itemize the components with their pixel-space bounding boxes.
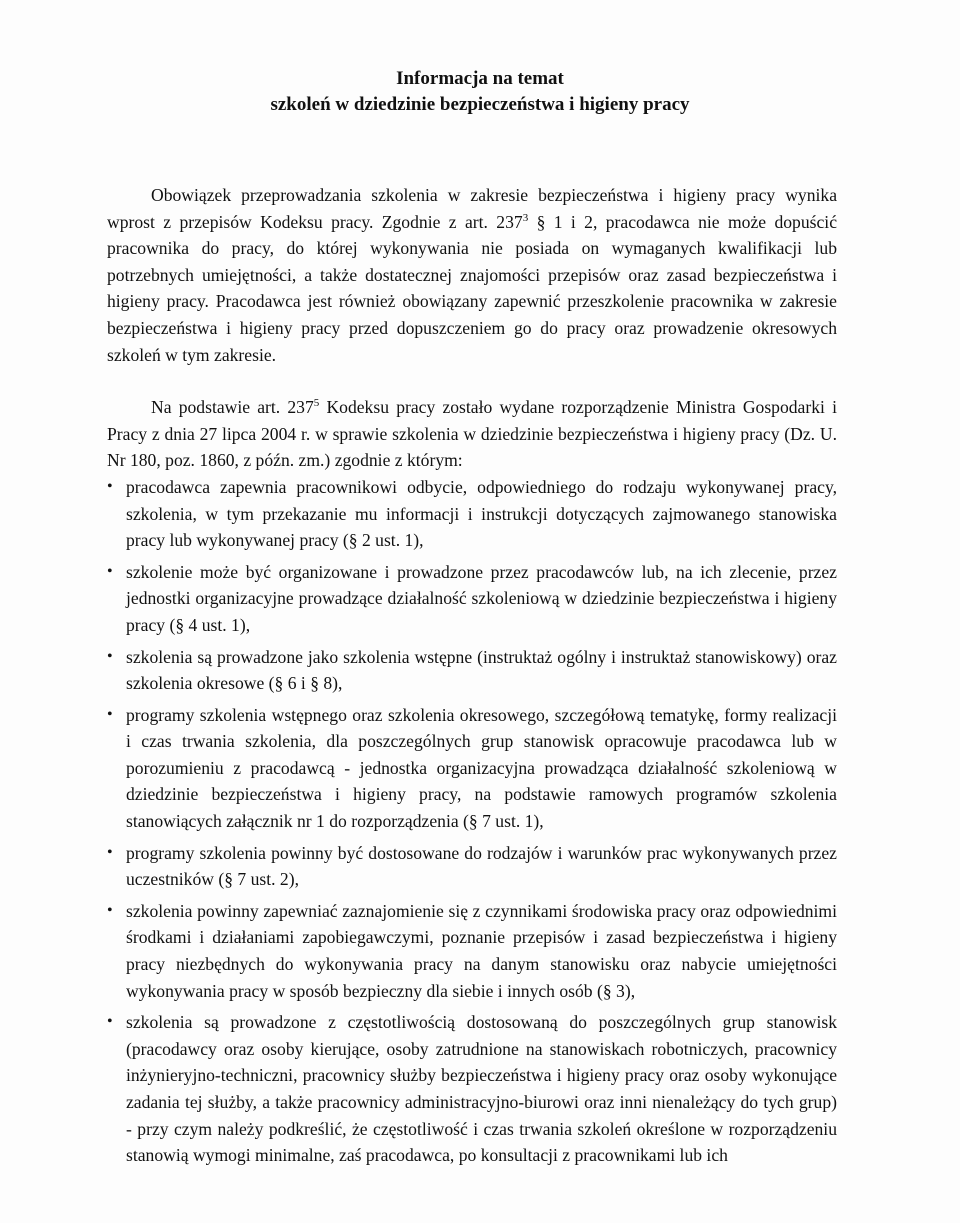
document-title [0,66,960,118]
list-item-text: szkolenia są prowadzone jako szkolenia wstępne (instruktaż ogólny i instruktaż stanowiskowy) oraz szkolenia okresowe (§ 6 i § 8), [126,646,837,694]
list-item [107,1009,837,1169]
list-item [107,644,837,697]
bullet-icon: • [107,1013,113,1031]
list-item [107,840,837,893]
paragraph-2-superscript: 5 [313,397,320,410]
title-line-2: szkoleń w dziedzinie bezpieczeństwa i higieny pracy [270,94,690,115]
paragraph-1-superscript: 3 [522,211,529,224]
bullet-icon: • [107,843,113,861]
bullet-list [107,474,837,1169]
title-line-1: Informacja na temat [396,68,564,89]
list-item [107,559,837,639]
list-item-text: szkolenia są prowadzone z częstotliwością dostosowaną do poszczególnych grup stanowisk (pracodawcy oraz osoby kierujące, osoby zatrudnione na stanowiskach robotniczych, pracownicy inżynieryjno-techniczni, pracownicy służby bezpieczeństwa i higieny pracy oraz osoby wykonujące zadania tej służby, a także pracownicy administracyjno-biurowi oraz inni nienależący do tych grup) - przy czym należy podkreślić, że częstotliwość i czas trwania szkoleń określone w rozporządzeniu stanowią wymogi minimalne, zaś pracodawca, po konsultacji z pracownikami lub ich [126,1012,837,1166]
bullet-icon: • [107,477,113,495]
list-item [107,474,837,554]
list-item [107,702,837,835]
bullet-icon: • [107,562,113,580]
list-item-text: pracodawca zapewnia pracownikowi odbycie, odpowiedniego do rodzaju wykonywanej pracy, szkolenia, w tym przekazanie mu informacji i instrukcji dotyczących zajmowanego stanowiska pracy lub wykonywanej pracy (§ 2 ust. 1), [126,476,837,551]
bullet-icon: • [107,901,113,919]
list-item-text: szkolenia powinny zapewniać zaznajomienie się z czynnikami środowiska pracy oraz odpowiednimi środkami i działaniami zapobiegawczymi, poznanie przepisów i zasad bezpieczeństwa i higieny pracy niezbędnych do wykonywania pracy na danym stanowisku oraz nabycie umiejętności wykonywania pracy w sposób bezpieczny dla siebie i innych osób (§ 3), [126,900,837,1001]
paragraph-2-text-a: Na podstawie art. 237 [151,397,314,418]
bullet-icon: • [107,647,113,665]
list-item-text: programy szkolenia wstępnego oraz szkolenia okresowego, szczegółową tematykę, formy realizacji i czas trwania szkolenia, dla poszczególnych grup stanowisk opracowuje pracodawca lub w porozumieniu z pracodawcą - jednostka organizacyjna prowadząca działalność szkoleniową w dziedzinie bezpieczeństwa i higieny pracy, na podstawie ramowych programów szkolenia stanowiących załącznik nr 1 do rozporządzenia (§ 7 ust. 1), [126,704,837,832]
paragraph-1-text-b: § 1 i 2, pracodawca nie może dopuścić pracownika do pracy, do której wykonywania nie posiada on wymaganych kwalifikacji lub potrzebnych umiejętności, a także dostatecznej znajomości przepisów oraz zasad bezpieczeństwa i higieny pracy. Pracodawca jest również obowiązany zapewnić przeszkolenie pracownika w zakresie bezpieczeństwa i higieny pracy przed dopuszczeniem go do pracy oraz prowadzenie okresowych szkoleń w tym zakresie. [107,211,838,365]
list-item-text: szkolenie może być organizowane i prowadzone przez pracodawców lub, na ich zlecenie, przez jednostki organizacyjne prowadzące działalność szkoleniową w dziedzinie bezpieczeństwa i higieny pracy (§ 4 ust. 1), [126,561,837,635]
paragraph-2 [107,394,837,474]
list-item-text: programy szkolenia powinny być dostosowane do rodzajów i warunków prac wykonywanych przez uczestników (§ 7 ust. 2), [126,842,837,890]
paragraph-1-text-a: Obowiązek przeprowadzania szkolenia w zakresie bezpieczeństwa i higieny pracy wynika wprost z przepisów Kodeksu pracy. Zgodnie z art. 237 [107,185,837,232]
document-body [107,182,837,1174]
paragraph-1 [107,182,837,368]
paragraph-2-text-b: Kodeksu pracy zostało wydane rozporządzenie Ministra Gospodarki i Pracy z dnia 27 lipca 2004 r. w sprawie szkolenia w dziedzinie bezpieczeństwa i higieny pracy (Dz. U. Nr 180, poz. 1860, z późn. zm.) zgodnie z którym: [107,397,837,471]
list-item [107,898,837,1004]
bullet-icon: • [107,705,113,723]
